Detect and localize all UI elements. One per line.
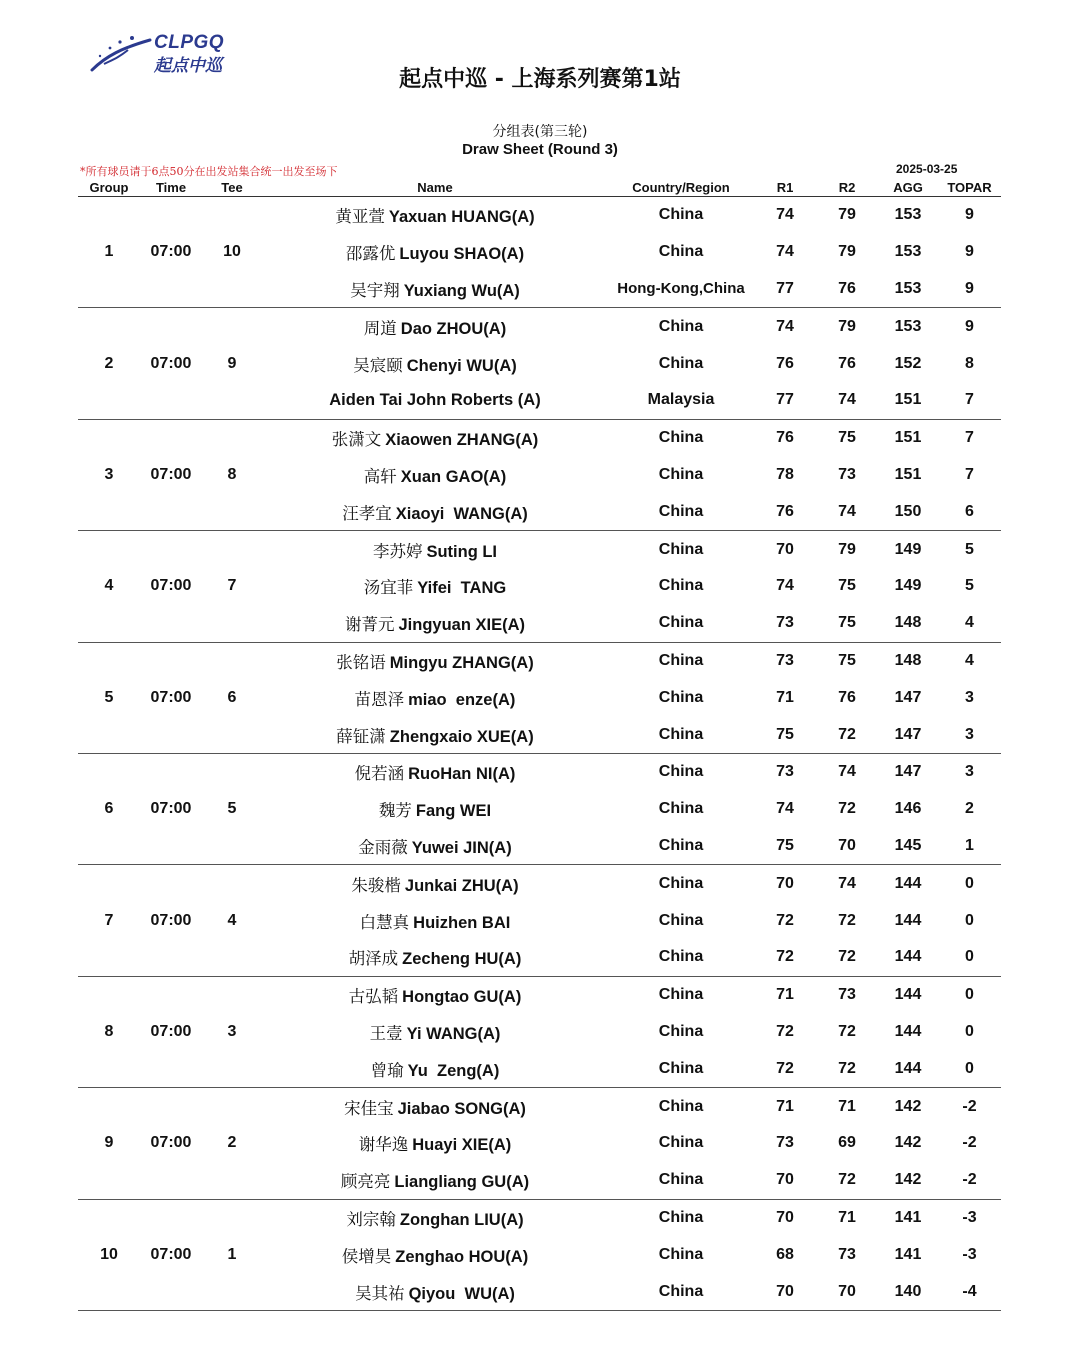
player-name-en: Xiaowen ZHANG(A) <box>385 431 539 450</box>
player-name <box>262 568 608 605</box>
col-header-tee: Tee <box>202 178 262 197</box>
score-topar: -2 <box>962 1097 977 1115</box>
tee-number: 1 <box>202 1199 262 1310</box>
player-name-cn: 吴宇翔 <box>350 280 400 300</box>
score-r2: 72 <box>816 1162 878 1199</box>
player-name-cn: 刘宗翰 <box>346 1209 396 1229</box>
score-topar: 6 <box>938 493 1001 530</box>
player-name-cn: 倪若涵 <box>354 764 405 784</box>
table-row <box>78 1199 1001 1236</box>
group-number: 2 <box>78 308 140 419</box>
player-country: China <box>608 1050 754 1087</box>
score-topar: 0 <box>938 1050 1001 1087</box>
score-agg: 153 <box>894 317 922 335</box>
tee-number: 6 <box>202 642 262 753</box>
player-country: China <box>658 1208 704 1226</box>
player-name-cn: 古弘韬 <box>348 987 399 1007</box>
player-name-cn: 李苏婷 <box>372 541 423 561</box>
score-r1: 70 <box>776 1208 794 1226</box>
player-name <box>262 605 608 642</box>
player-name <box>262 1125 608 1162</box>
player-name <box>262 308 608 345</box>
player-name-en: Yifei TANG <box>417 579 507 598</box>
score-topar: 0 <box>965 874 974 892</box>
player-name-en: Fang WEI <box>415 802 492 821</box>
score-r2: 73 <box>838 986 856 1004</box>
score-agg: 144 <box>894 986 922 1004</box>
player-name <box>262 271 608 308</box>
player-country: China <box>608 493 754 530</box>
group-number: 1 <box>78 197 140 308</box>
player-country: China <box>658 577 704 595</box>
score-agg: 149 <box>894 577 922 595</box>
player-name-cn: 汪孝宜 <box>342 503 392 523</box>
player-name <box>262 865 608 902</box>
player-name-cn: 谢华逸 <box>358 1135 409 1155</box>
player-country: China <box>658 1097 704 1115</box>
player-country: China <box>658 1022 704 1040</box>
subtitle-english: Draw Sheet (Round 3) <box>462 141 618 158</box>
player-country: China <box>608 828 754 865</box>
player-name <box>262 1088 608 1125</box>
tee-time: 07:00 <box>140 308 202 419</box>
table-row <box>78 865 1001 902</box>
player-name <box>262 493 608 530</box>
player-name <box>262 828 608 865</box>
player-country: China <box>658 986 704 1004</box>
score-r1: 73 <box>776 763 794 781</box>
score-agg: 147 <box>878 716 938 753</box>
table-row <box>78 642 1001 679</box>
player-country: China <box>658 206 704 224</box>
score-r2: 74 <box>816 382 878 419</box>
player-country: China <box>608 1273 754 1310</box>
col-header-r2: R2 <box>816 178 878 197</box>
score-topar: 9 <box>965 206 974 224</box>
player-name <box>262 1014 608 1051</box>
player-name-en: Suting LI <box>426 542 498 561</box>
player-country: China <box>658 243 704 261</box>
player-name <box>262 791 608 828</box>
score-agg: 148 <box>894 651 922 669</box>
score-r2: 76 <box>838 688 856 706</box>
player-name-en: Jingyuan XIE(A) <box>398 616 525 635</box>
score-r1: 70 <box>776 874 794 892</box>
score-r2: 70 <box>816 1273 878 1310</box>
player-name-cn: 周道 <box>363 318 397 338</box>
score-agg: 153 <box>878 271 938 308</box>
score-r2: 79 <box>838 243 856 261</box>
score-r2: 75 <box>816 605 878 642</box>
score-agg: 145 <box>878 828 938 865</box>
table-header-row <box>78 178 1001 197</box>
score-agg: 151 <box>878 382 938 419</box>
player-name-cn: 吴其祐 <box>355 1283 405 1303</box>
tee-number: 10 <box>202 197 262 308</box>
score-agg: 144 <box>894 1022 922 1040</box>
table-row <box>78 976 1001 1013</box>
score-r2: 74 <box>838 763 856 781</box>
tee-time: 07:00 <box>140 419 202 530</box>
player-name <box>262 716 608 753</box>
player-name <box>262 457 608 494</box>
tee-time: 07:00 <box>140 1088 202 1199</box>
score-r2: 76 <box>816 271 878 308</box>
score-topar: -2 <box>938 1162 1001 1199</box>
tee-time: 07:00 <box>140 1199 202 1310</box>
col-header-topar: TOPAR <box>938 178 1001 197</box>
group-number: 10 <box>78 1199 140 1310</box>
player-name-en: Yuxiang Wu(A) <box>403 281 520 300</box>
score-r1: 74 <box>776 800 794 818</box>
player-name-en: Jiabao SONG(A) <box>397 1099 526 1118</box>
score-topar: -3 <box>962 1245 977 1263</box>
score-r1: 74 <box>776 206 794 224</box>
score-agg: 141 <box>894 1245 922 1263</box>
score-topar: 3 <box>938 716 1001 753</box>
group-number: 6 <box>78 753 140 864</box>
tee-number: 5 <box>202 753 262 864</box>
player-name <box>262 753 608 790</box>
score-r2: 79 <box>838 206 856 224</box>
player-country: China <box>658 540 704 558</box>
score-agg: 144 <box>894 874 922 892</box>
player-name-en: Chenyi WU(A) <box>406 356 517 375</box>
score-r2: 75 <box>838 429 856 447</box>
score-topar: 5 <box>965 540 974 558</box>
score-topar: -2 <box>962 1134 977 1152</box>
player-country: China <box>658 763 704 781</box>
tee-number: 2 <box>202 1088 262 1199</box>
score-r1: 75 <box>754 716 816 753</box>
player-name <box>262 345 608 382</box>
score-agg: 151 <box>894 465 922 483</box>
col-header-country: Country/Region <box>608 178 754 197</box>
score-r1: 76 <box>754 493 816 530</box>
score-topar: 1 <box>938 828 1001 865</box>
tee-time: 07:00 <box>140 753 202 864</box>
player-name <box>262 1050 608 1087</box>
score-topar: 0 <box>965 1022 974 1040</box>
table-row <box>78 308 1001 345</box>
score-topar: 9 <box>938 271 1001 308</box>
player-name <box>262 976 608 1013</box>
player-name-en: Junkai ZHU(A) <box>404 876 519 895</box>
group-number: 4 <box>78 531 140 642</box>
player-name-en: RuoHan NI(A) <box>408 765 516 784</box>
player-country: Hong-Kong,China <box>608 271 754 308</box>
player-name-cn: 谢菁元 <box>344 615 395 635</box>
player-country: China <box>658 1245 704 1263</box>
score-r2: 72 <box>816 716 878 753</box>
player-country: China <box>608 716 754 753</box>
player-name-en: miao enze(A) <box>408 690 516 709</box>
score-topar: 7 <box>965 465 974 483</box>
logo-text-en: CLPGQ <box>154 32 225 53</box>
score-agg: 146 <box>894 800 922 818</box>
player-name-en: Zenghao HOU(A) <box>395 1247 529 1266</box>
tee-time: 07:00 <box>140 976 202 1087</box>
col-header-name: Name <box>262 178 608 197</box>
score-r1: 72 <box>754 1050 816 1087</box>
score-r2: 71 <box>838 1097 856 1115</box>
player-name-en: Huizhen BAI <box>413 913 511 932</box>
logo-text-cn: 起点中巡 <box>154 56 222 75</box>
score-r1: 70 <box>776 540 794 558</box>
tee-number: 4 <box>202 865 262 976</box>
score-r2: 72 <box>838 800 856 818</box>
player-country: China <box>608 605 754 642</box>
score-r1: 73 <box>776 651 794 669</box>
player-name-cn: 顾亮亮 <box>340 1172 391 1192</box>
player-name <box>262 679 608 716</box>
player-name-cn: 苗恩泽 <box>354 689 405 709</box>
score-agg: 140 <box>878 1273 938 1310</box>
player-name-cn: 薛钲潇 <box>336 726 386 746</box>
score-r1: 72 <box>754 939 816 976</box>
score-agg: 153 <box>894 206 922 224</box>
score-r1: 71 <box>776 1097 794 1115</box>
player-name-en: Luyou SHAO(A) <box>399 245 525 264</box>
player-name <box>262 1236 608 1273</box>
player-country: China <box>658 800 704 818</box>
score-r1: 75 <box>754 828 816 865</box>
score-agg: 144 <box>878 1050 938 1087</box>
score-r2: 79 <box>838 317 856 335</box>
score-r1: 77 <box>754 382 816 419</box>
col-header-agg: AGG <box>878 178 938 197</box>
player-name-cn: 侯增昊 <box>341 1246 392 1266</box>
col-header-group: Group <box>78 178 140 197</box>
score-topar: 9 <box>965 317 974 335</box>
score-agg: 148 <box>878 605 938 642</box>
player-name-en: Yi WANG(A) <box>406 1024 501 1043</box>
score-r1: 78 <box>776 465 794 483</box>
score-r2: 69 <box>838 1134 856 1152</box>
score-r2: 79 <box>838 540 856 558</box>
tee-time: 07:00 <box>140 642 202 753</box>
player-country: China <box>658 1134 704 1152</box>
player-name-cn: 吴宸颐 <box>353 355 403 375</box>
score-r2: 76 <box>838 354 856 372</box>
score-topar: 0 <box>965 911 974 929</box>
player-name-cn: 魏芳 <box>378 801 412 821</box>
player-name <box>262 902 608 939</box>
score-r1: 72 <box>776 1022 794 1040</box>
player-name-cn: 邵露优 <box>345 244 396 264</box>
player-name-en: Mingyu ZHANG(A) <box>389 653 534 672</box>
score-topar: 2 <box>965 800 974 818</box>
player-name <box>262 642 608 679</box>
score-r1: 74 <box>776 317 794 335</box>
score-topar: 8 <box>965 354 974 372</box>
player-country: China <box>608 1162 754 1199</box>
score-r1: 73 <box>776 1134 794 1152</box>
player-name-en: Liangliang GU(A) <box>394 1173 530 1192</box>
player-name <box>262 382 608 419</box>
score-r2: 72 <box>816 939 878 976</box>
player-name-cn: 白慧真 <box>359 912 410 932</box>
player-country: China <box>658 317 704 335</box>
draw-sheet-table <box>78 178 1001 1311</box>
subtitle-chinese: 分组表(第三轮) <box>492 124 588 140</box>
score-agg: 142 <box>878 1162 938 1199</box>
player-name-cn: 朱骏楷 <box>351 875 401 895</box>
score-agg: 142 <box>894 1097 922 1115</box>
score-r2: 74 <box>838 874 856 892</box>
score-r1: 77 <box>754 271 816 308</box>
assembly-note: *所有球员请于6点50分在出发站集合统一出发至场下 <box>80 165 338 178</box>
player-name-cn: 胡泽成 <box>348 949 399 969</box>
group-number: 7 <box>78 865 140 976</box>
player-name <box>262 1162 608 1199</box>
score-r1: 76 <box>776 429 794 447</box>
player-name-cn: 高轩 <box>363 466 397 486</box>
score-agg: 141 <box>894 1208 922 1226</box>
player-name <box>262 234 608 271</box>
score-r1: 74 <box>776 243 794 261</box>
player-country: China <box>658 354 704 372</box>
player-name <box>262 197 608 234</box>
player-name <box>262 1273 608 1310</box>
player-name <box>262 531 608 568</box>
score-topar: 0 <box>965 986 974 1004</box>
player-name-en: Yuwei JIN(A) <box>411 838 512 857</box>
group-number: 5 <box>78 642 140 753</box>
score-r2: 75 <box>838 651 856 669</box>
score-r1: 71 <box>776 688 794 706</box>
score-agg: 147 <box>894 688 922 706</box>
tee-number: 8 <box>202 419 262 530</box>
score-agg: 147 <box>894 763 922 781</box>
player-country: China <box>658 465 704 483</box>
col-header-time: Time <box>140 178 202 197</box>
player-name-en: Zecheng HU(A) <box>402 950 522 969</box>
table-body <box>78 197 1001 1311</box>
score-agg: 144 <box>878 939 938 976</box>
player-name-en: Yaxuan HUANG(A) <box>388 208 535 227</box>
score-topar: 3 <box>965 688 974 706</box>
player-name-en: Xuan GAO(A) <box>400 467 507 486</box>
table-row <box>78 419 1001 456</box>
player-name-en: Yu Zeng(A) <box>407 1061 500 1080</box>
tee-number: 7 <box>202 531 262 642</box>
player-name-en: Aiden Tai John Roberts (A) <box>329 390 541 409</box>
score-r1: 70 <box>754 1273 816 1310</box>
player-country: China <box>658 874 704 892</box>
tee-number: 3 <box>202 976 262 1087</box>
score-r1: 76 <box>776 354 794 372</box>
player-name <box>262 1199 608 1236</box>
score-r1: 70 <box>754 1162 816 1199</box>
score-topar: 4 <box>938 605 1001 642</box>
score-r1: 74 <box>776 577 794 595</box>
score-topar: 0 <box>938 939 1001 976</box>
score-r2: 75 <box>838 577 856 595</box>
draw-date: 2025-03-25 <box>896 162 958 176</box>
player-name <box>262 939 608 976</box>
score-topar: -3 <box>962 1208 977 1226</box>
tee-time: 07:00 <box>140 865 202 976</box>
player-name-cn: 张铭语 <box>336 652 386 672</box>
score-topar: 4 <box>965 651 974 669</box>
player-country: China <box>658 651 704 669</box>
player-name-cn: 汤宜菲 <box>363 578 414 598</box>
table-row <box>78 1088 1001 1125</box>
score-agg: 149 <box>894 540 922 558</box>
group-number: 3 <box>78 419 140 530</box>
score-topar: 9 <box>965 243 974 261</box>
group-number: 9 <box>78 1088 140 1199</box>
score-r2: 73 <box>838 1245 856 1263</box>
score-r2: 73 <box>838 465 856 483</box>
score-r1: 71 <box>776 986 794 1004</box>
player-name-cn: 黄亚萱 <box>335 207 385 227</box>
player-country: China <box>658 688 704 706</box>
score-r2: 72 <box>838 1022 856 1040</box>
player-name-cn: 宋佳宝 <box>344 1098 394 1118</box>
player-name-cn: 曾瑜 <box>370 1060 404 1080</box>
score-r1: 68 <box>776 1245 794 1263</box>
score-topar: 3 <box>965 763 974 781</box>
tee-time: 07:00 <box>140 197 202 308</box>
player-country: China <box>658 429 704 447</box>
score-r2: 71 <box>838 1208 856 1226</box>
page-title: 起点中巡 - 上海系列赛第1站 <box>399 67 681 92</box>
player-country: China <box>658 911 704 929</box>
score-r2: 74 <box>816 493 878 530</box>
col-header-r1: R1 <box>754 178 816 197</box>
player-name-en: Dao ZHOU(A) <box>400 319 507 338</box>
player-country: Malaysia <box>608 382 754 419</box>
tee-time: 07:00 <box>140 531 202 642</box>
score-agg: 144 <box>894 911 922 929</box>
table-row <box>78 197 1001 234</box>
score-agg: 151 <box>894 429 922 447</box>
score-topar: -4 <box>938 1273 1001 1310</box>
score-topar: 7 <box>965 429 974 447</box>
group-number: 8 <box>78 976 140 1087</box>
player-name-en: Zhengxaio XUE(A) <box>389 727 534 746</box>
player-name-cn: 金雨薇 <box>358 837 408 857</box>
score-agg: 152 <box>894 354 922 372</box>
player-name-cn: 张潇文 <box>331 430 382 450</box>
table-row <box>78 753 1001 790</box>
player-name-en: Hongtao GU(A) <box>402 988 522 1007</box>
score-r1: 73 <box>754 605 816 642</box>
player-name-en: Qiyou WU(A) <box>408 1284 515 1303</box>
player-name-cn: 王壹 <box>369 1023 403 1043</box>
score-r2: 72 <box>838 911 856 929</box>
table-row <box>78 531 1001 568</box>
player-country: China <box>608 939 754 976</box>
score-r2: 72 <box>816 1050 878 1087</box>
score-topar: 5 <box>965 577 974 595</box>
score-topar: 7 <box>938 382 1001 419</box>
player-name-en: Xiaoyi WANG(A) <box>395 504 528 523</box>
player-name <box>262 419 608 456</box>
score-r1: 72 <box>776 911 794 929</box>
player-name-en: Zonghan LIU(A) <box>399 1210 524 1229</box>
score-agg: 150 <box>878 493 938 530</box>
score-r2: 70 <box>816 828 878 865</box>
score-agg: 153 <box>894 243 922 261</box>
score-agg: 142 <box>894 1134 922 1152</box>
player-name-en: Huayi XIE(A) <box>412 1136 512 1155</box>
tee-number: 9 <box>202 308 262 419</box>
